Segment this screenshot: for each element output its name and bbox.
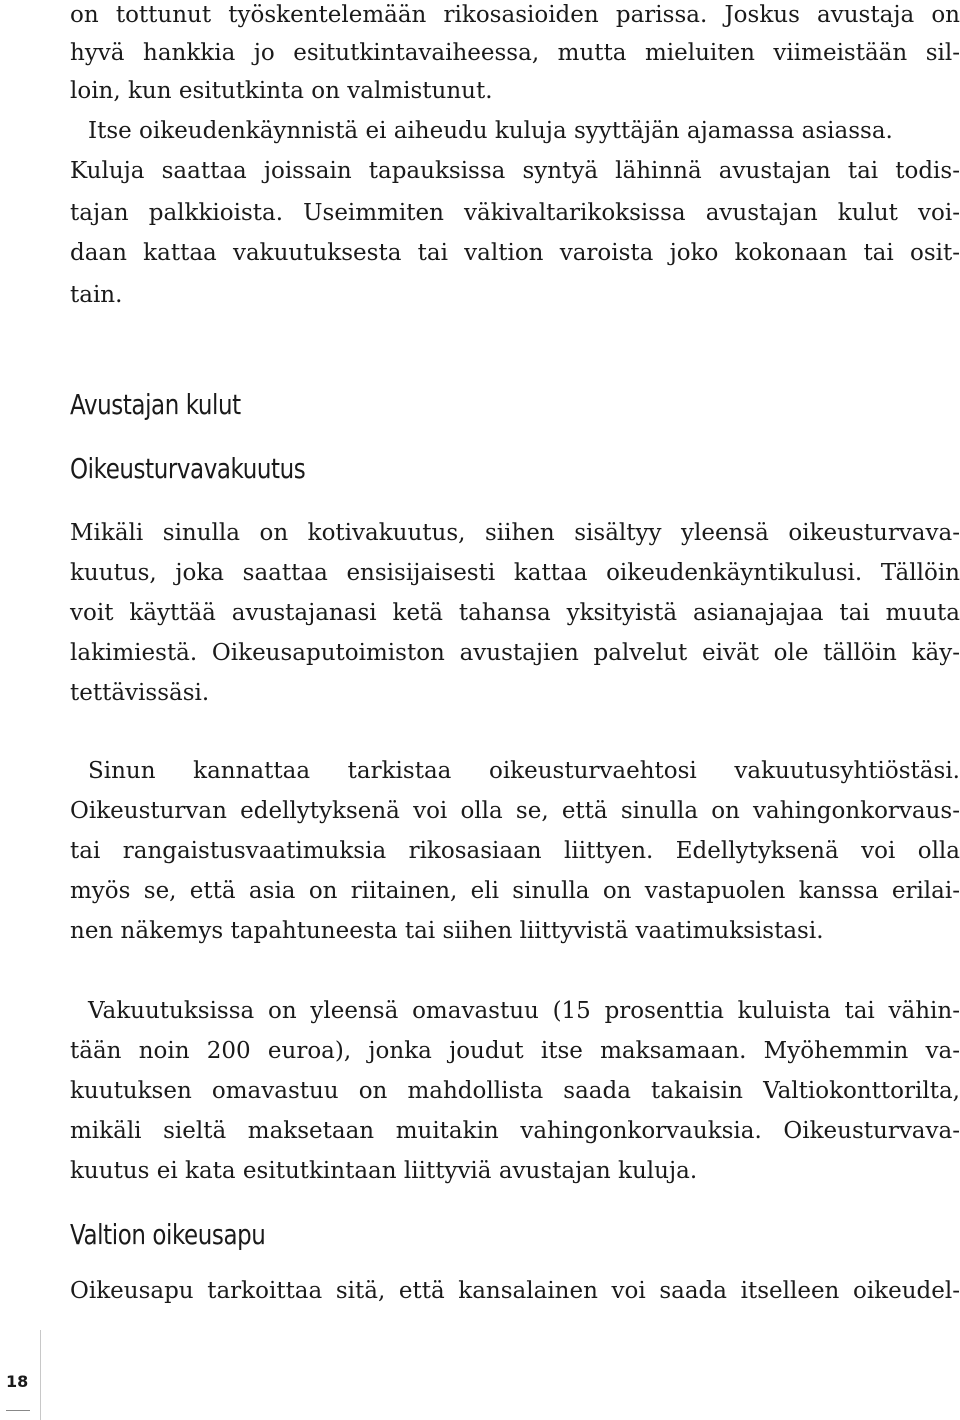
paragraph-5-line: kuutus ei kata esitutkintaan liittyviä avustajan kuluja.: [70, 1158, 698, 1184]
subsection-heading: Oikeusturvavakuutus: [70, 452, 306, 485]
page-number-block: [0, 1330, 41, 1420]
paragraph-3-line: tettävissäsi.: [70, 680, 210, 706]
paragraph-3-line: Mikäli sinulla on kotivakuutus, siihen sisältyy yleensä oikeusturvava-: [70, 520, 960, 546]
paragraph-2-line: Itse oikeudenkäynnistä ei aiheudu kuluja syyttäjän ajamassa asiassa.: [88, 118, 893, 144]
paragraph-1-line: loin, kun esitutkinta on valmistunut.: [70, 78, 493, 104]
page-number-rule: [6, 1410, 30, 1411]
paragraph-1-line: hyvä hankkia jo esitutkintavaiheessa, mutta mieluiten viimeistään sil-: [70, 40, 960, 66]
section-heading: Avustajan kulut: [70, 388, 241, 421]
paragraph-1-line: on tottunut työskentelemään rikosasioiden parissa. Joskus avustaja on: [70, 2, 960, 28]
paragraph-5-line: kuutuksen omavastuu on mahdollista saada takaisin Valtiokonttorilta,: [70, 1078, 960, 1104]
paragraph-6-line: Oikeusapu tarkoittaa sitä, että kansalainen voi saada itselleen oikeudel-: [70, 1278, 960, 1304]
paragraph-4-line: Oikeusturvan edellytyksenä voi olla se, että sinulla on vahingonkorvaus-: [70, 798, 960, 824]
paragraph-2-line: tajan palkkioista. Useimmiten väkivaltarikoksissa avustajan kulut voi-: [70, 200, 960, 226]
paragraph-2-line: tain.: [70, 282, 123, 308]
subsection-heading: Valtion oikeusapu: [70, 1218, 266, 1251]
paragraph-5-line: mikäli sieltä maksetaan muitakin vahingonkorvauksia. Oikeusturvava-: [70, 1118, 960, 1144]
paragraph-2-line: Kuluja saattaa joissain tapauksissa syntyä lähinnä avustajan tai todis-: [70, 158, 960, 184]
paragraph-4-line: myös se, että asia on riitainen, eli sinulla on vastapuolen kanssa erilai-: [70, 878, 960, 904]
paragraph-5-line: tään noin 200 euroa), jonka joudut itse maksamaan. Myöhemmin va-: [70, 1038, 960, 1064]
paragraph-2-line: daan kattaa vakuutuksesta tai valtion varoista joko kokonaan tai osit-: [70, 240, 960, 266]
paragraph-3-line: voit käyttää avustajanasi ketä tahansa yksityistä asianajajaa tai muuta: [70, 600, 960, 626]
paragraph-4-line: nen näkemys tapahtuneesta tai siihen liittyvistä vaatimuksistasi.: [70, 918, 824, 944]
paragraph-4-line: Sinun kannattaa tarkistaa oikeusturvaehtosi vakuutusyhtiöstäsi.: [88, 758, 960, 784]
paragraph-4-line: tai rangaistusvaatimuksia rikosasiaan liittyen. Edellytyksenä voi olla: [70, 838, 960, 864]
paragraph-5-line: Vakuutuksissa on yleensä omavastuu (15 prosenttia kuluista tai vähin-: [88, 998, 960, 1024]
page-number: 18: [6, 1372, 29, 1391]
paragraph-3-line: kuutus, joka saattaa ensisijaisesti kattaa oikeudenkäyntikulusi. Tällöin: [70, 560, 960, 586]
paragraph-3-line: lakimiestä. Oikeusaputoimiston avustajien palvelut eivät ole tällöin käy-: [70, 640, 960, 666]
